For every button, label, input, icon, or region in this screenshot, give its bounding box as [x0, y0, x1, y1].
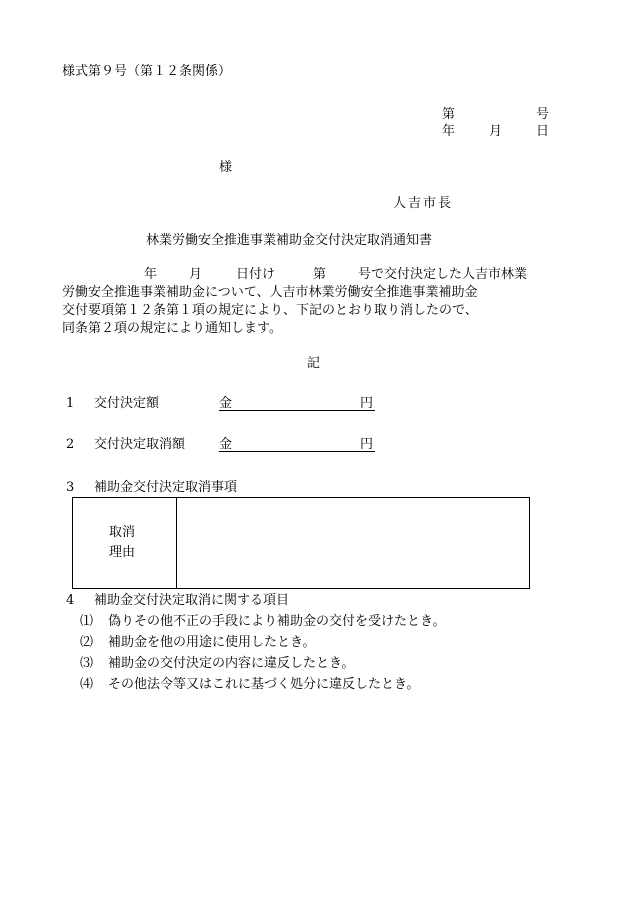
item3-label: 補助金交付決定取消事項: [94, 480, 238, 495]
item1-label: 交付決定額: [94, 396, 160, 411]
table-header-line1: 取消: [109, 525, 136, 540]
item4-number: 4: [66, 593, 75, 608]
sender: 人吉市長: [393, 196, 454, 211]
table-header-line2: 理由: [109, 545, 136, 560]
reason-2-mark: ⑵: [80, 635, 94, 650]
body-line4: 同条第２項の規定により通知します。: [62, 321, 282, 336]
body-ref-dai: 第: [313, 267, 327, 282]
document-title: 林業労働安全推進事業補助金交付決定取消通知書: [146, 233, 433, 248]
addressee-suffix: 様: [219, 160, 233, 175]
cancellation-reason-table: [72, 497, 530, 589]
item1-en: 円: [359, 396, 373, 411]
item2-label: 交付決定取消額: [94, 437, 186, 452]
reason-1-mark: ⑴: [80, 614, 94, 629]
form-label: 様式第９号（第１２条関係）: [62, 64, 232, 79]
item2-amount-field: [219, 437, 375, 452]
reason-1-text: 偽りその他不正の手段により補助金の交付を受けたとき。: [108, 614, 446, 629]
body-ref-day: 日付け: [236, 267, 276, 282]
ki-marker: 記: [307, 356, 321, 371]
table-divider: [176, 498, 177, 588]
item1-amount-field: [219, 396, 375, 411]
body-line2: 労働安全推進事業補助金について、人吉市林業労働安全推進事業補助金: [62, 285, 478, 300]
doc-date-day: 日: [536, 124, 550, 139]
item1-kin: 金: [219, 396, 233, 411]
item3-number: 3: [66, 480, 75, 495]
reason-2-text: 補助金を他の用途に使用したとき。: [108, 635, 316, 650]
doc-date-year: 年: [442, 124, 456, 139]
item1-number: 1: [66, 396, 75, 411]
item2-en: 円: [359, 437, 373, 452]
body-line3: 交付要項第１２条第１項の規定により、下記のとおり取り消したので、: [62, 303, 478, 318]
reason-3-mark: ⑶: [80, 656, 94, 671]
reason-4-mark: ⑷: [80, 677, 94, 692]
item4-label: 補助金交付決定取消に関する項目: [94, 593, 290, 608]
reason-3-text: 補助金の交付決定の内容に違反したとき。: [108, 656, 355, 671]
item2-number: 2: [66, 437, 75, 452]
reason-4-text: その他法令等又はこれに基づく処分に違反したとき。: [108, 677, 420, 692]
cancellation-reason-field[interactable]: [183, 506, 521, 580]
doc-number-go: 号: [536, 107, 550, 122]
body-ref-month: 月: [189, 267, 203, 282]
body-line1: 号で交付決定した人吉市林業: [358, 267, 528, 282]
body-ref-year: 年: [144, 267, 158, 282]
doc-number-dai: 第: [442, 107, 456, 122]
doc-date-month: 月: [489, 124, 503, 139]
item2-kin: 金: [219, 437, 233, 452]
